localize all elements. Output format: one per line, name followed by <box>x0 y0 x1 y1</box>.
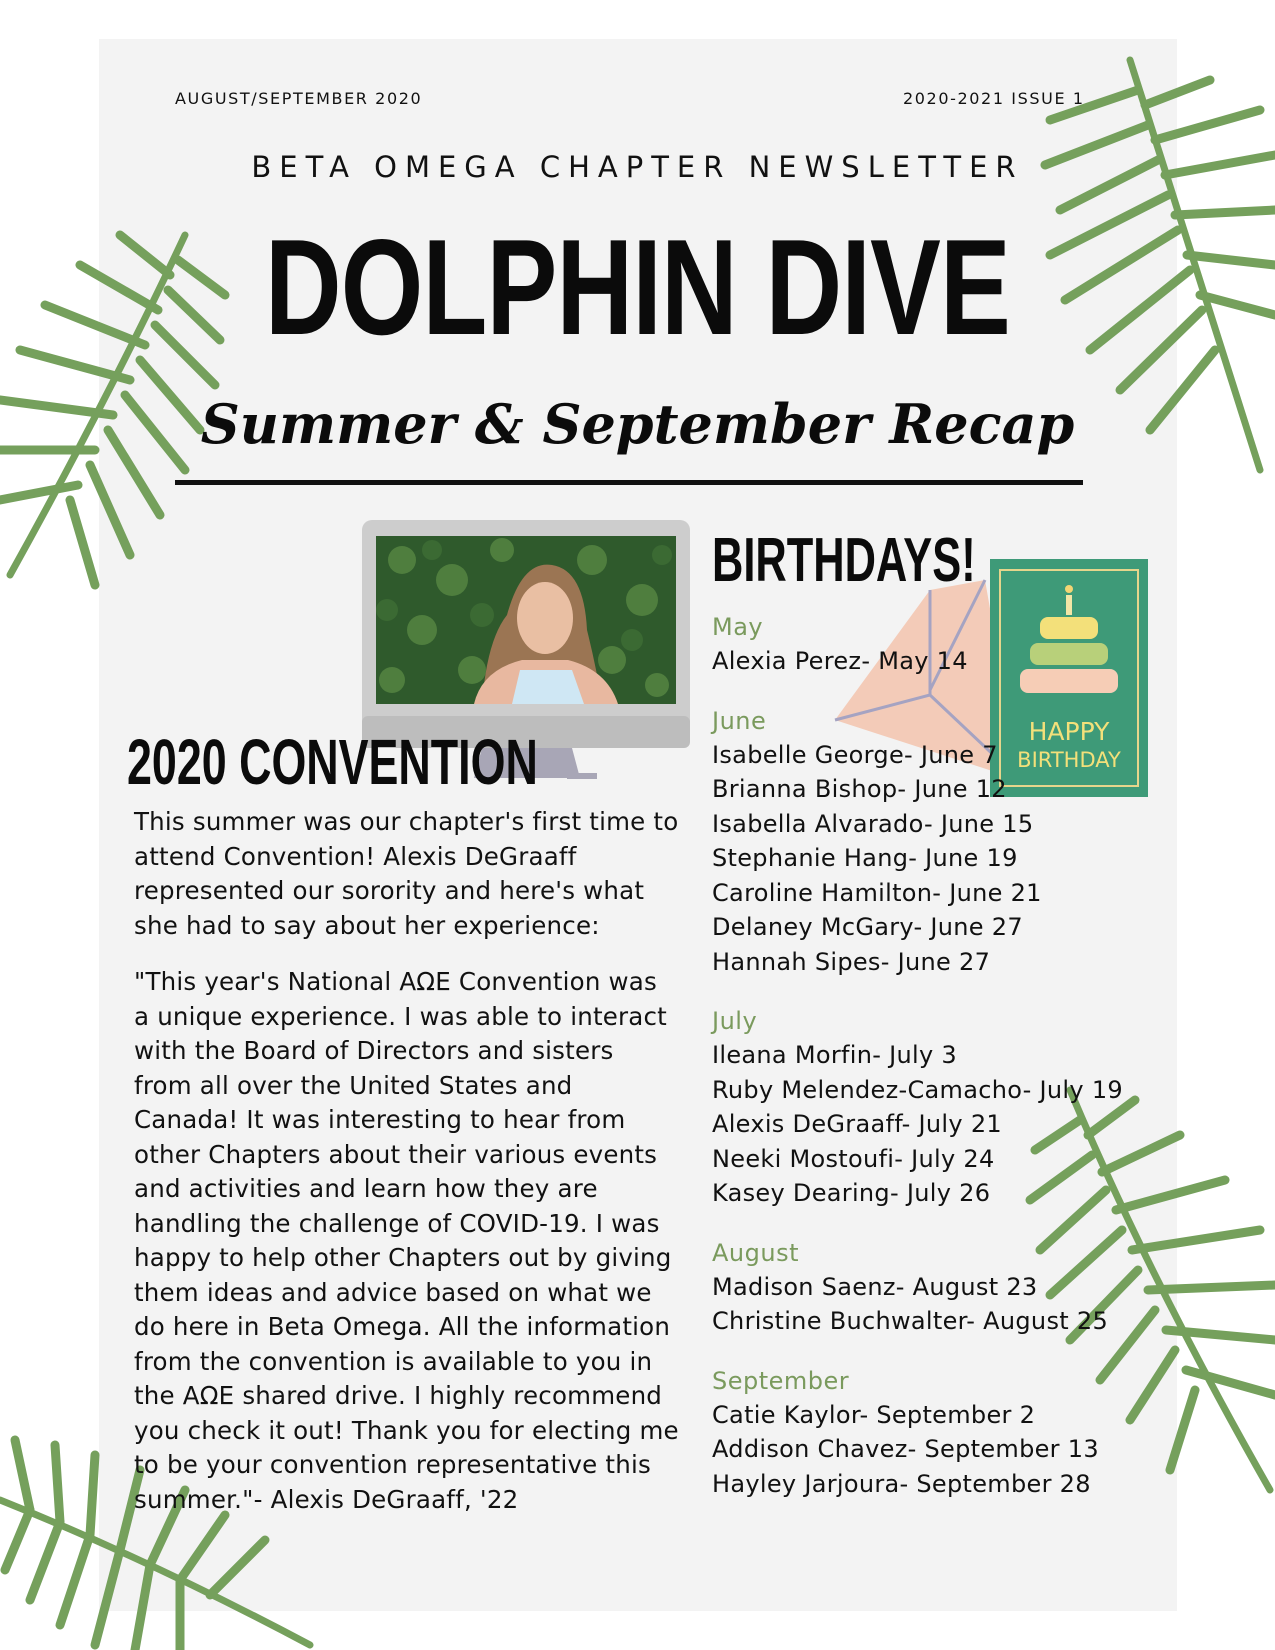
birthday-month-group <box>712 610 1192 679</box>
card-text-happy: HAPPY <box>1028 717 1110 746</box>
birthday-entry: Ruby Melendez-Camacho- July 19 <box>712 1075 1123 1104</box>
birthday-entry: Stephanie Hang- June 19 <box>712 844 1018 872</box>
birthday-entry: Kasey Dearing- July 26 <box>712 1179 991 1207</box>
birthday-entry: Brianna Bishop- June 12 <box>712 775 1007 803</box>
birthday-month-label: August <box>712 1238 799 1267</box>
convention-quote-text: "This year's National ΑΩΕ Convention was a unique experience. I was able to interact with the Board of Directors and sisters from all over the United States and Canada! It was interesting to hear from other Chapters about their various events and activities and learn how they are handling the challenge of COVID-19. I was happy to help other Chapters out by giving them ideas and advice based on what we do here in Beta Omega. All the information from the convention is available to you in the ΑΩΕ shared drive. I highly recommend you check it out! Thank you for electing me to be your convention representative this summer."- Alexis DeGraaff, '22 <box>134 967 679 1514</box>
convention-heading: 2020 CONVENTION <box>127 726 538 798</box>
convention-intro-text: This summer was our chapter's first time to attend Convention! Alexis DeGraaff represented our sorority and here's what she had to say about her experience: <box>134 807 679 940</box>
birthday-entry: Christine Buchwalter- August 25 <box>712 1307 1109 1335</box>
birthday-month-group <box>712 1236 1192 1339</box>
birthday-month-group <box>712 1364 1192 1502</box>
birthday-entry: Alexis DeGraaff- July 21 <box>712 1110 1002 1138</box>
card-text-birthday: BIRTHDAY <box>1017 748 1121 772</box>
issue-number: 2020-2021 ISSUE 1 <box>903 89 1085 108</box>
birthday-entry: Isabelle George- June 7 <box>712 740 998 769</box>
birthday-month-label: June <box>712 706 767 735</box>
birthday-entry: Ileana Morfin- July 3 <box>712 1041 957 1069</box>
birthday-entry: Hayley Jarjoura- September 28 <box>712 1469 1091 1498</box>
birthday-entry: Madison Saenz- August 23 <box>712 1272 1038 1301</box>
convention-intro <box>134 805 689 943</box>
birthday-entry: Hannah Sipes- June 27 <box>712 947 991 976</box>
newsletter-title: DOLPHIN DIVE <box>264 211 1011 363</box>
birthday-entry: Neeki Mostoufi- July 24 <box>712 1144 995 1173</box>
birthday-month-group <box>712 704 1192 980</box>
newsletter-subtitle: Summer & September Recap <box>200 392 1075 456</box>
birthday-month-label: May <box>712 613 764 641</box>
birthday-entry: Isabella Alvarado- June 15 <box>712 809 1034 838</box>
birthday-entry: Alexia Perez- May 14 <box>712 647 968 675</box>
birthday-entry: Addison Chavez- September 13 <box>712 1435 1099 1463</box>
convention-quote <box>134 965 679 1517</box>
birthday-month-group <box>712 1004 1192 1211</box>
header-divider <box>175 480 1083 485</box>
birthday-entry: Catie Kaylor- September 2 <box>712 1400 1036 1429</box>
birthday-month-label: July <box>712 1007 758 1035</box>
birthday-list <box>712 610 1192 1526</box>
birthdays-heading: BIRTHDAYS! <box>712 526 976 595</box>
issue-date: AUGUST/SEPTEMBER 2020 <box>175 89 423 108</box>
birthday-month-label: September <box>712 1366 850 1395</box>
newsletter-kicker: BETA OMEGA CHAPTER NEWSLETTER <box>251 150 1024 184</box>
birthday-entry: Delaney McGary- June 27 <box>712 913 1023 941</box>
birthday-entry: Caroline Hamilton- June 21 <box>712 878 1042 907</box>
